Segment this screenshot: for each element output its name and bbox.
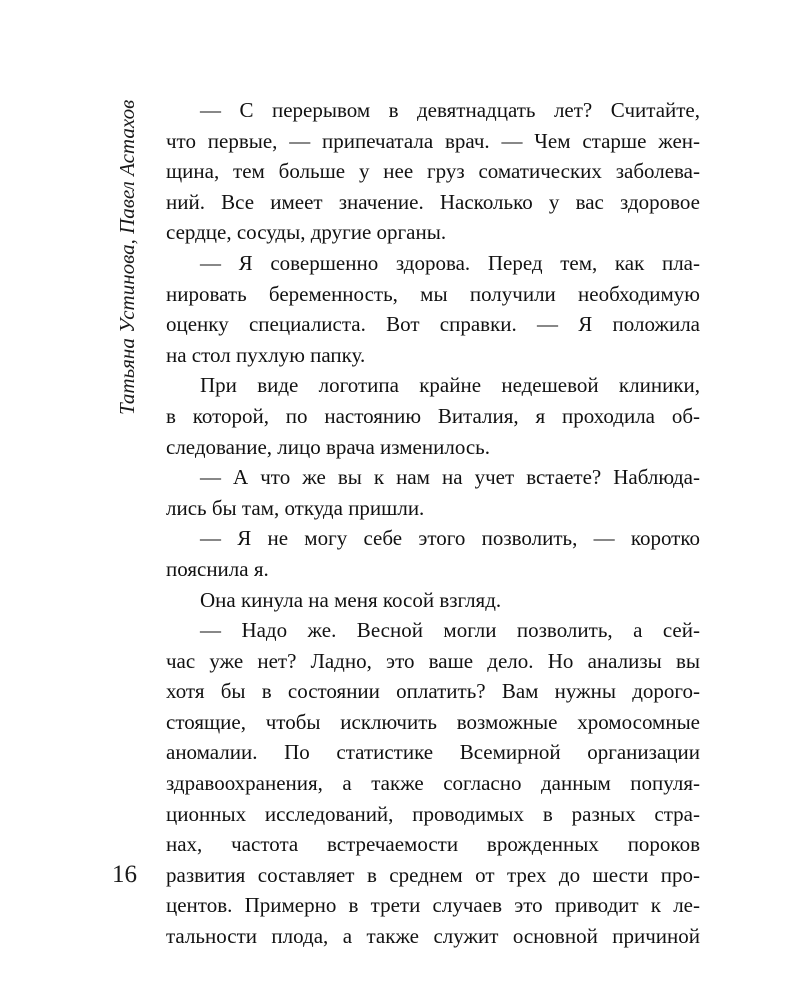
text-line: — Я не могу себе этого позволить, — коротко	[200, 526, 700, 551]
text-line: хотя бы в состоянии оплатить? Вам нужны дорого-	[166, 679, 700, 704]
text-line: следование, лицо врача изменилось.	[166, 434, 490, 459]
text-line: оценку специалиста. Вот справки. — Я положила	[166, 312, 700, 337]
text-line: центов. Примерно в трети случаев это приводит к ле-	[166, 893, 700, 918]
text-line: нировать беременность, мы получили необходимую	[166, 281, 700, 306]
text-line: — А что же вы к нам на учет встаете? Наблюда-	[200, 465, 700, 490]
text-line: ционных исследований, проводимых в разных стра-	[166, 801, 700, 826]
text-line: Она кинула на меня косой взгляд.	[200, 587, 502, 612]
text-line: в которой, по настоянию Виталия, я проходила об-	[166, 403, 700, 428]
text-line: — С перерывом в девятнадцать лет? Считайте,	[200, 98, 700, 122]
text-line: сердце, сосуды, другие органы.	[166, 220, 447, 245]
text-line: — Надо же. Весной могли позволить, а сей-	[200, 618, 700, 643]
text-line: щина, тем больше у нее груз соматических заболева-	[166, 159, 700, 184]
text-line: аномалии. По статистике Всемирной организации	[166, 740, 700, 765]
text-line: на стол пухлую папку.	[166, 342, 366, 367]
body-text	[166, 95, 700, 952]
text-line: — Я совершенно здорова. Перед тем, как пла-	[200, 250, 700, 275]
page-number: 16	[112, 861, 137, 888]
text-line: тальности плода, а также служит основной причиной	[166, 924, 700, 949]
text-line: нах, частота встречаемости врожденных пороков	[166, 832, 700, 857]
text-line: час уже нет? Ладно, это ваше дело. Но анализы вы	[166, 648, 700, 673]
running-head-authors: Татьяна Устинова, Павел Астахов	[115, 99, 139, 415]
text-line: стоящие, чтобы исключить возможные хромосомные	[166, 709, 700, 734]
text-line: При виде логотипа крайне недешевой клиники,	[200, 373, 700, 398]
text-line: здравоохранения, а также согласно данным популя-	[166, 771, 700, 796]
text-line: пояснила я.	[166, 556, 269, 581]
text-line: развития составляет в среднем от трех до шести про-	[166, 862, 700, 887]
text-line: лись бы там, откуда пришли.	[166, 495, 425, 520]
text-line: что первые, — припечатала врач. — Чем старше жен-	[166, 128, 700, 153]
text-line: ний. Все имеет значение. Насколько у вас здоровое	[166, 189, 700, 214]
